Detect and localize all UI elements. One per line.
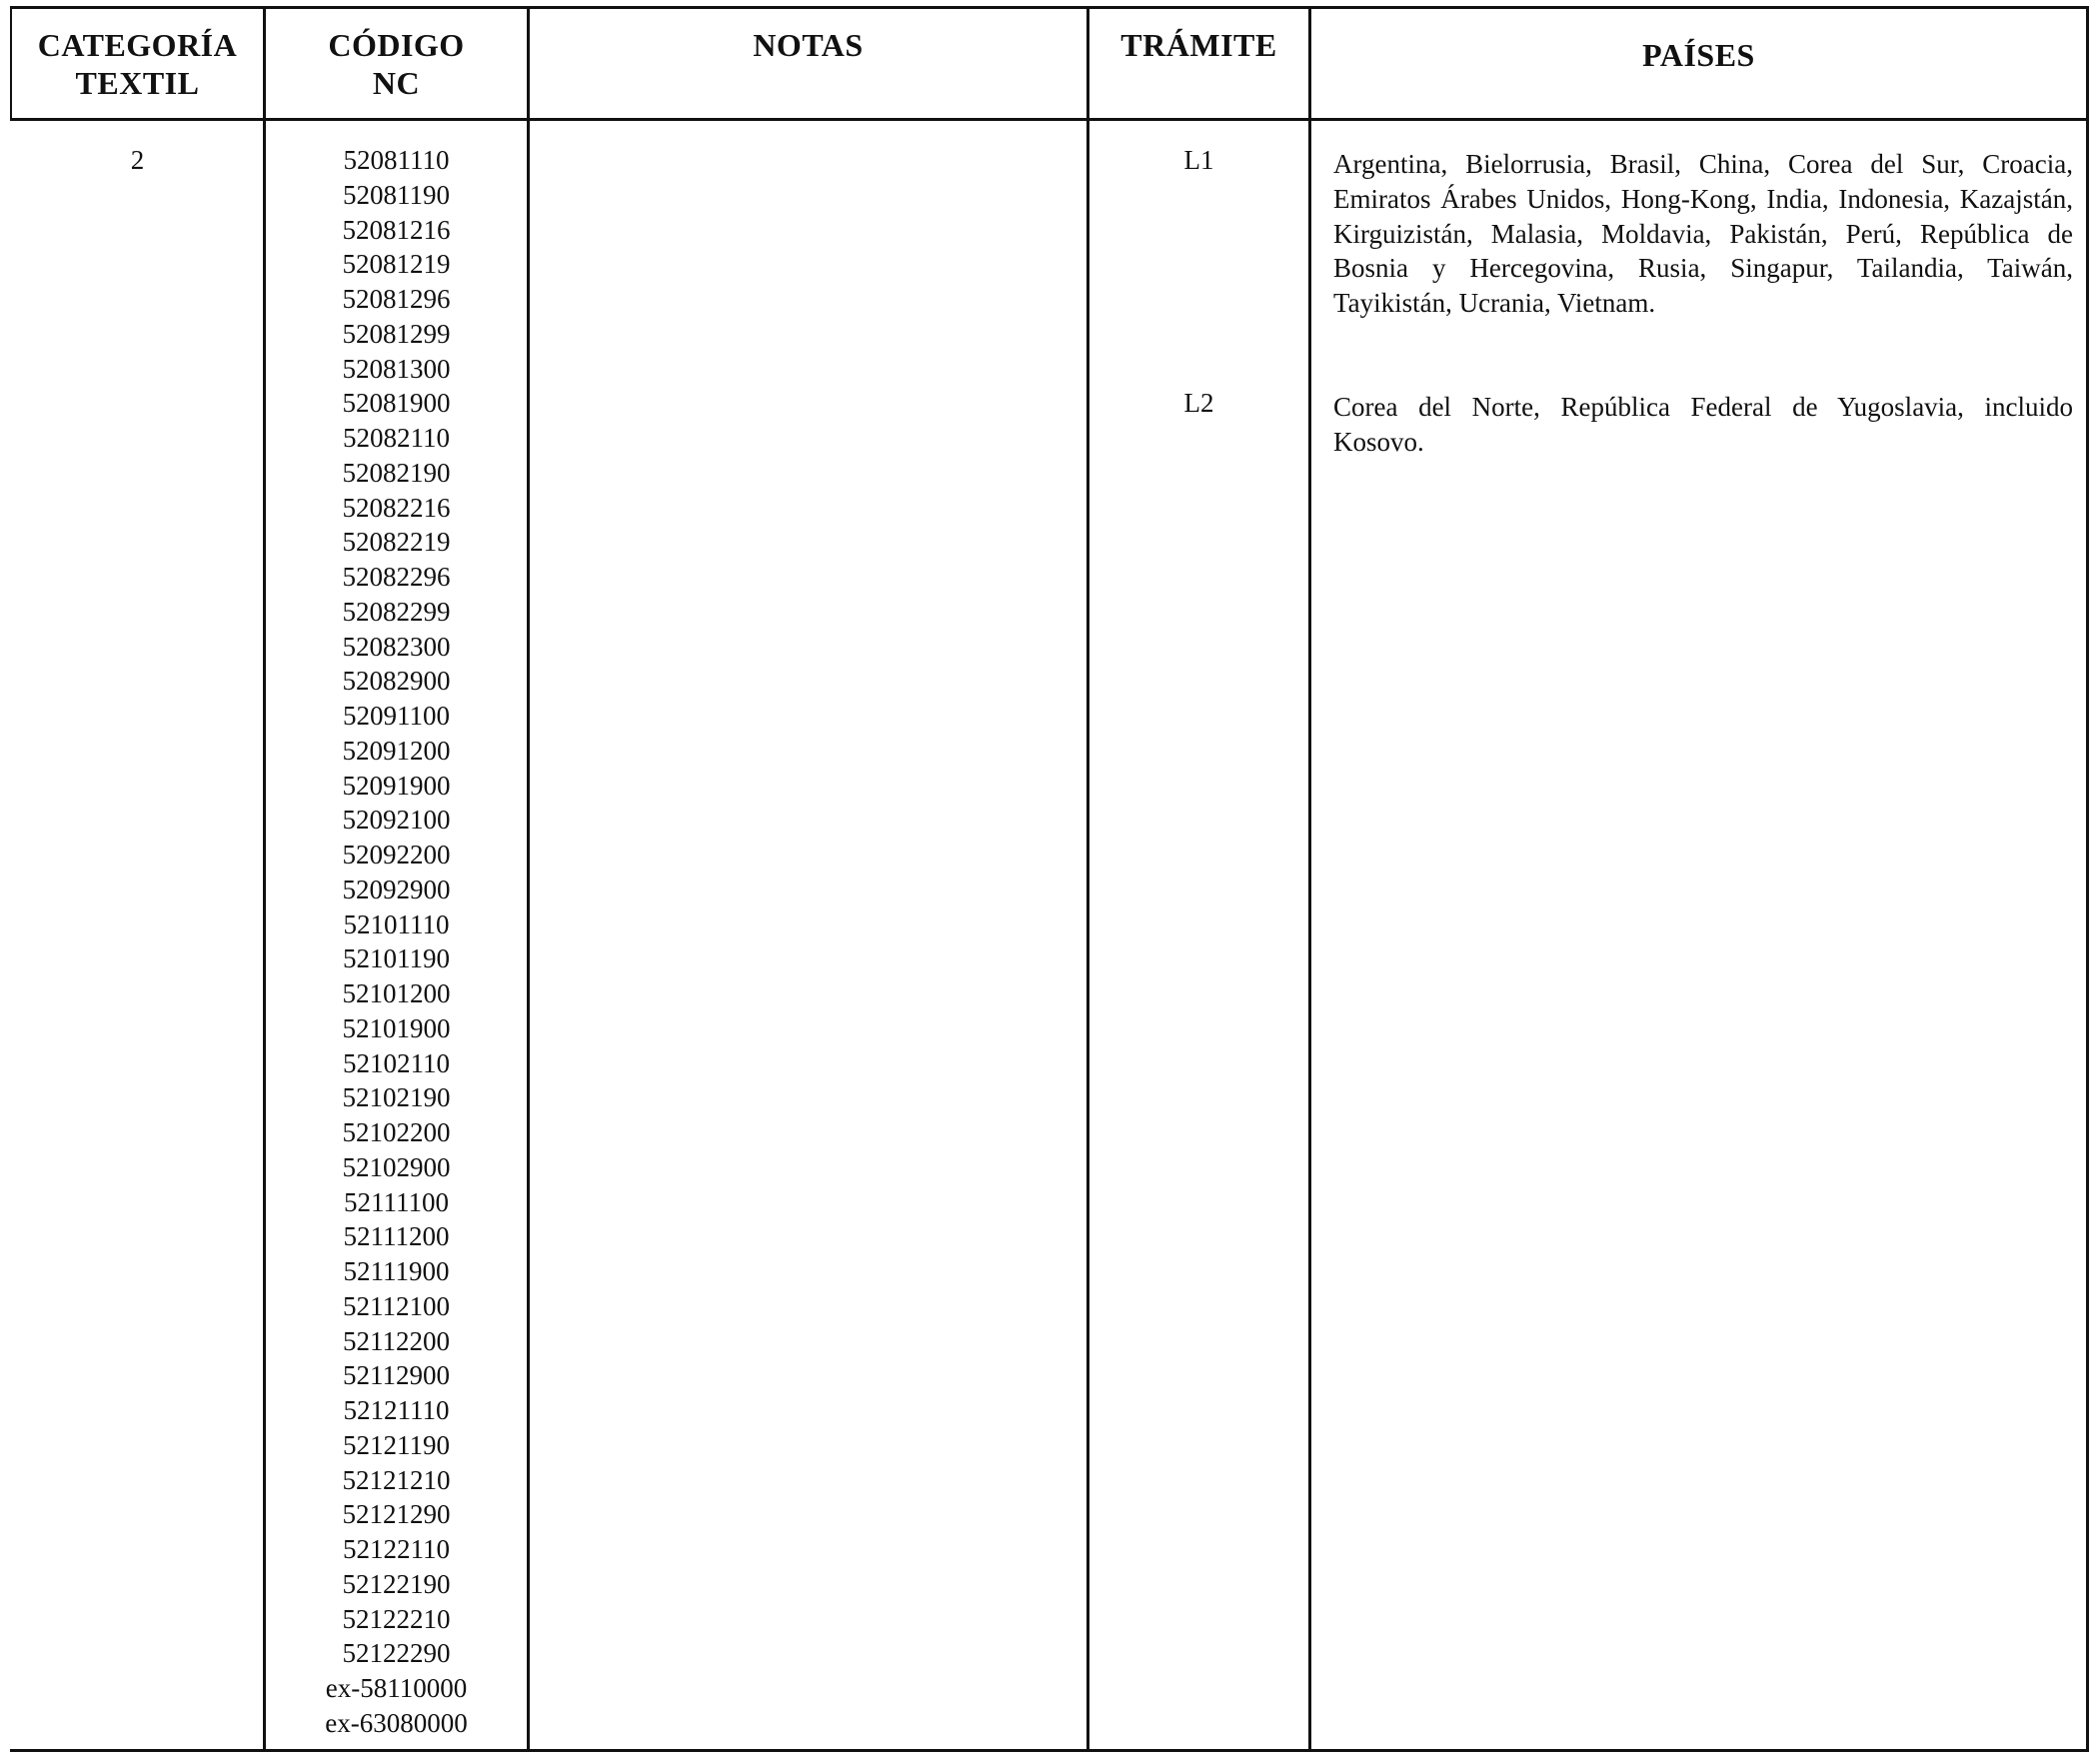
codigo-nc-item: 52091900 xyxy=(342,770,451,801)
codigo-nc-item: 52112100 xyxy=(343,1290,450,1321)
codigo-nc-item: 52121190 xyxy=(343,1429,450,1460)
table-top-border xyxy=(10,6,2089,9)
codigo-nc-item: 52121210 xyxy=(342,1464,451,1495)
codigo-nc-item: 52092100 xyxy=(342,805,451,836)
column-divider-2 xyxy=(527,6,530,1752)
codigo-nc-item: 52101110 xyxy=(343,908,450,939)
codigo-nc-item: 52081219 xyxy=(342,249,451,280)
codigo-nc-item: 52082219 xyxy=(342,527,451,558)
codigo-nc-item: 52081299 xyxy=(342,318,451,349)
codigo-nc-item: 52082299 xyxy=(342,596,451,627)
column-divider-3 xyxy=(1086,6,1089,1752)
header-bottom-border xyxy=(10,118,2089,121)
codigo-nc-item: 52122210 xyxy=(342,1603,451,1634)
header-paises: PAÍSES xyxy=(1642,37,1755,73)
codigo-nc-item: 52102900 xyxy=(342,1151,451,1182)
codigo-nc-item: 52082300 xyxy=(342,631,451,662)
codigo-nc-item: 52101200 xyxy=(342,978,451,1008)
codigo-nc-item: 52121110 xyxy=(343,1395,450,1425)
codigo-nc-item: 52122290 xyxy=(342,1638,451,1669)
codigo-nc-item: 52121290 xyxy=(342,1499,451,1530)
codigo-nc-item: 52081300 xyxy=(342,353,451,384)
header-notas: NOTAS xyxy=(753,27,864,63)
codigo-nc-item: 52081296 xyxy=(342,284,451,314)
codigo-nc-item: 52101900 xyxy=(342,1012,451,1043)
codigo-nc-item: 52122110 xyxy=(343,1534,450,1564)
codigo-nc-item: 52122190 xyxy=(342,1568,451,1599)
codigo-nc-item: 52091200 xyxy=(342,735,451,766)
codigo-nc-item: 52092900 xyxy=(342,874,451,904)
codigo-nc-item: 52102190 xyxy=(342,1082,451,1113)
categoria-value: 2 xyxy=(130,145,145,175)
codigo-nc-item: 52112900 xyxy=(343,1360,450,1391)
codigo-nc-item: 52082900 xyxy=(342,666,451,697)
codigo-nc-list xyxy=(266,143,527,1741)
codigo-nc-item: 52112200 xyxy=(343,1325,450,1356)
table-bottom-border xyxy=(10,1749,2089,1752)
codigo-nc-item: 52082216 xyxy=(342,492,451,523)
codigo-nc-item: 52101190 xyxy=(343,943,450,974)
header-categoria-textil: CATEGORÍA TEXTIL xyxy=(37,27,238,101)
codigo-nc-item: 52091100 xyxy=(343,701,450,731)
header-codigo-nc: CÓDIGO NC xyxy=(328,27,465,101)
tramite-l1: L1 xyxy=(1183,145,1214,175)
codigo-nc-item: 52081900 xyxy=(342,388,451,419)
codigo-nc-item: ex-63080000 xyxy=(325,1707,468,1738)
codigo-nc-item: 52102110 xyxy=(343,1047,450,1078)
codigo-nc-item: 52111900 xyxy=(343,1256,450,1286)
codigo-nc-item: 52082296 xyxy=(342,562,451,592)
codigo-nc-item: 52111100 xyxy=(344,1186,449,1217)
codigo-nc-item: 52081190 xyxy=(343,179,450,210)
header-tramite: TRÁMITE xyxy=(1120,27,1277,63)
codigo-nc-item: 52081216 xyxy=(342,214,451,245)
paises-l2: Corea del Norte, República Federal de Yugoslavia, incluido Kosovo. xyxy=(1333,392,2073,457)
codigo-nc-item: 52082110 xyxy=(343,423,450,453)
paises-l1: Argentina, Bielorrusia, Brasil, China, Corea del Sur, Croacia, Emiratos Árabes Unidos, Hong-Kong, India, Indonesia, Kazajstán, Kirguizistán, Malasia, Moldavia, Pakistán, Perú, República de Bosnia y Hercegovina, Rusia, Singapur, Tailandia, Taiwán, Tayikistán, Ucrania, Vietnam. xyxy=(1333,149,2073,318)
codigo-nc-item: 52111200 xyxy=(343,1221,450,1252)
codigo-nc-item: 52081110 xyxy=(343,145,450,175)
codigo-nc-item: 52102200 xyxy=(342,1117,451,1147)
table-right-border xyxy=(2086,6,2089,1752)
column-divider-4 xyxy=(1308,6,1311,1752)
codigo-nc-item: ex-58110000 xyxy=(325,1673,468,1703)
codigo-nc-item: 52082190 xyxy=(342,457,451,488)
tramite-l2: L2 xyxy=(1183,388,1214,418)
codigo-nc-item: 52092200 xyxy=(342,840,451,870)
